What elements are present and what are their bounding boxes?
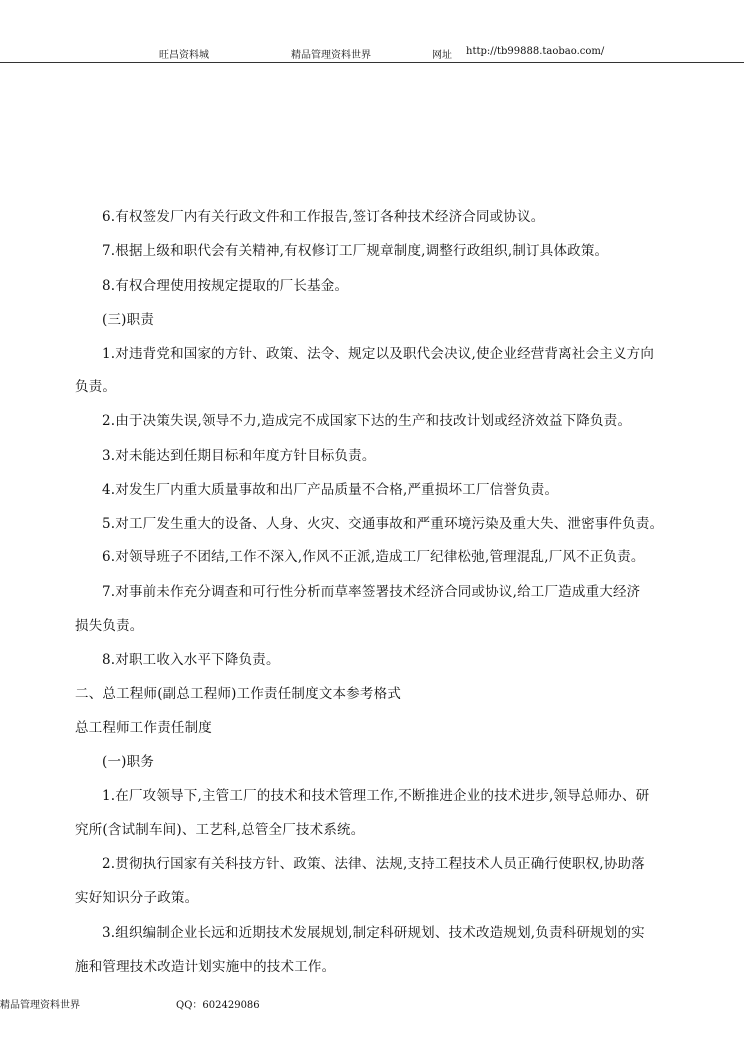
header-url-label: 网址 — [432, 50, 452, 61]
footer-site-title: 精品管理资料世界 — [0, 1000, 80, 1011]
paragraph-continuation: 实好知识分子政策。 — [75, 890, 199, 906]
paragraph: 1.在厂攻领导下,主管工厂的技术和技术管理工作,不断推进企业的技术进步,领导总师办、研 — [102, 788, 650, 804]
paragraph: 1.对违背党和国家的方针、政策、法令、规定以及职代会决议,使企业经营背离社会主义方向 — [102, 346, 655, 362]
paragraph: 5.对工厂发生重大的设备、人身、火灾、交通事故和严重环境污染及重大失、泄密事件负责。 — [102, 516, 664, 532]
paragraph-continuation: 究所(含试制车间)、工艺科,总管全厂技术系统。 — [75, 822, 365, 838]
section-heading: 二、总工程师(副总工程师)工作责任制度文本参考格式 — [75, 686, 402, 702]
paragraph: 7.根据上级和职代会有关精神,有权修订工厂规章制度,调整行政组织,制订具体政策。 — [102, 243, 609, 259]
paragraph-continuation: 损失负责。 — [75, 618, 144, 634]
paragraph: 6.对领导班子不团结,工作不深入,作风不正派,造成工厂纪律松弛,管理混乱,厂风不正负责。 — [102, 549, 645, 565]
page-header — [0, 0, 744, 63]
paragraph: 3.对未能达到任期目标和年度方针目标负责。 — [102, 448, 376, 464]
section-heading: (一)职务 — [102, 754, 155, 770]
footer-qq-contact: QQ：602429086 — [176, 1000, 260, 1011]
paragraph: 8.有权合理使用按规定提取的厂长基金。 — [102, 278, 349, 294]
header-url-link[interactable]: http://tb99888.taobao.com/ — [466, 46, 605, 57]
header-shop-name: 旺昌资料城 — [159, 50, 209, 61]
paragraph: 2.贯彻执行国家有关科技方针、政策、法律、法规,支持工程技术人员正确行使职权,协助落 — [102, 856, 645, 872]
paragraph-continuation: 施和管理技术改造计划实施中的技术工作。 — [75, 959, 336, 975]
paragraph: 2.由于决策失误,领导不力,造成完不成国家下达的生产和技改计划或经济效益下降负责。 — [102, 413, 632, 429]
paragraph: 8.对职工收入水平下降负责。 — [102, 652, 280, 668]
section-title: 总工程师工作责任制度 — [75, 720, 212, 736]
paragraph: 6.有权签发厂内有关行政文件和工作报告,签订各种技术经济合同或协议。 — [102, 209, 545, 225]
section-heading: (三)职责 — [102, 312, 155, 328]
paragraph-continuation: 负责。 — [75, 379, 117, 395]
paragraph: 7.对事前未作充分调查和可行性分析而草率签署技术经济合同或协议,给工厂造成重大经济 — [102, 584, 641, 600]
header-site-title: 精品管理资料世界 — [291, 50, 371, 61]
paragraph: 4.对发生厂内重大质量事故和出厂产品质量不合格,严重损坏工厂信誉负责。 — [102, 482, 559, 498]
paragraph: 3.组织编制企业长远和近期技术发展规划,制定科研规划、技术改造规划,负责科研规划的实 — [102, 925, 645, 941]
